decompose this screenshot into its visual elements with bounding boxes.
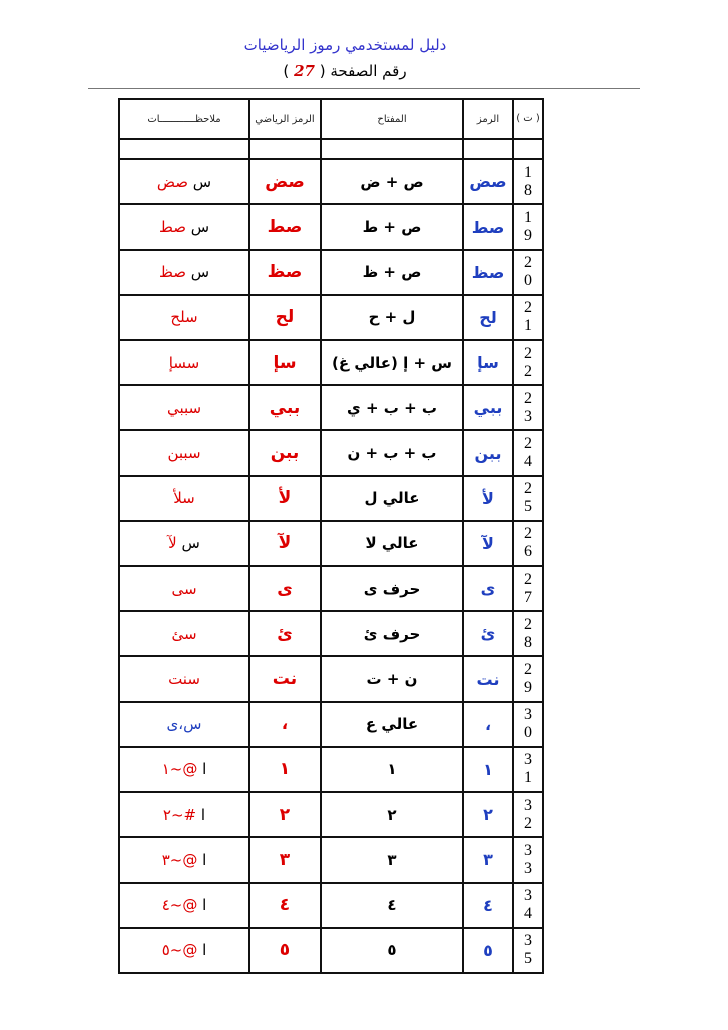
symbol-cell: ئ [463,611,513,656]
number-digit-2: 5 [524,950,532,968]
key-cell: ٢ [321,792,463,837]
table-row [119,566,543,611]
number-cell [513,566,543,611]
symbols-table [118,98,544,974]
symbol-cell: لأ [463,476,513,521]
notes-text: لآ [168,534,177,553]
symbol-cell: نت [463,656,513,701]
number-digit-2: 3 [524,407,532,425]
number-digit-2: 1 [524,317,532,335]
number-digit-1: 2 [524,525,532,543]
table-row [119,747,543,792]
number-cell [513,159,543,204]
number-cell [513,702,543,747]
notes-cell [119,566,249,611]
notes-text: سببي [166,398,202,417]
number-digit-2: 8 [524,633,532,651]
math-symbol-cell: ، [249,702,321,747]
symbol-cell: ببي [463,385,513,430]
number-digit-2: 8 [524,181,532,199]
notes-cell [119,837,249,882]
number-cell [513,611,543,656]
number-cell [513,295,543,340]
symbol-cell: ى [463,566,513,611]
symbol-cell: ببن [463,430,513,475]
header-notes: ملاحظــــــــــــات [119,99,249,139]
number-cell [513,747,543,792]
math-symbol-cell: سإ [249,340,321,385]
symbol-cell: ٥ [463,928,513,973]
number-cell [513,204,543,249]
symbol-cell: ٢ [463,792,513,837]
notes-cell [119,702,249,747]
notes-blue-text: س،ى [166,715,202,734]
number-digit-1: 2 [524,344,532,362]
notes-cell [119,883,249,928]
header-math-symbol: الرمز الرياضي [249,99,321,139]
number-cell [513,883,543,928]
table-row [119,204,543,249]
table-spacer-row [119,139,543,159]
key-cell: عالي ع [321,702,463,747]
notes-text: سلأ [173,489,195,508]
notes-cell [119,385,249,430]
notes-cell [119,430,249,475]
math-symbol-cell: ٤ [249,883,321,928]
notes-text: سلح [170,308,198,327]
table-row [119,521,543,566]
symbol-cell: سإ [463,340,513,385]
number-cell [513,340,543,385]
header-number: ( ت ) [513,99,543,139]
notes-cell [119,476,249,521]
notes-text: سى [171,579,197,598]
notes-prefix: س [188,172,212,191]
table-row [119,883,543,928]
table-row [119,702,543,747]
key-cell: ص + ظ [321,250,463,295]
notes-text: سببن [167,444,201,463]
table-header-row [119,99,543,139]
number-digit-1: 3 [524,751,532,769]
number-digit-2: 2 [524,362,532,380]
math-symbol-cell: ١ [249,747,321,792]
symbol-cell: ، [463,702,513,747]
number-cell [513,521,543,566]
notes-cell [119,204,249,249]
table-row [119,656,543,701]
number-digit-1: 2 [524,615,532,633]
table-row [119,340,543,385]
page-label: رقم الصفحة ( [319,62,407,80]
notes-text: صظ [158,263,186,282]
notes-cell [119,159,249,204]
notes-cell [119,747,249,792]
table-row [119,385,543,430]
number-digit-1: 3 [524,841,532,859]
number-cell [513,250,543,295]
notes-cell [119,792,249,837]
number-digit-1: 3 [524,706,532,724]
number-digit-2: 4 [524,905,532,923]
number-cell [513,837,543,882]
notes-text: سئ [171,624,197,643]
notes-prefix: ا [197,896,207,915]
page-close: ) [283,62,290,80]
symbol-cell: صظ [463,250,513,295]
number-digit-2: 4 [524,453,532,471]
math-symbol-cell: ببن [249,430,321,475]
number-cell [513,430,543,475]
notes-prefix: ا [196,805,206,824]
table-row [119,430,543,475]
symbol-cell: ١ [463,747,513,792]
notes-text: @~٤ [161,896,198,915]
notes-text: @~١ [161,760,198,779]
number-digit-1: 2 [524,389,532,407]
number-digit-2: 0 [524,724,532,742]
math-symbol-cell: لح [249,295,321,340]
page-number-line [0,62,690,80]
number-digit-2: 6 [524,543,532,561]
number-digit-1: 3 [524,932,532,950]
number-cell [513,656,543,701]
notes-prefix: ا [197,850,207,869]
number-digit-1: 3 [524,887,532,905]
table-row [119,611,543,656]
key-cell: ١ [321,747,463,792]
math-symbol-cell: ٢ [249,792,321,837]
number-digit-2: 3 [524,859,532,877]
document-title: دليل لمستخدمي رموز الرياضيات [243,36,447,54]
math-symbol-cell: ى [249,566,321,611]
number-digit-1: 3 [524,796,532,814]
number-cell [513,385,543,430]
number-digit-2: 5 [524,498,532,516]
key-cell: ب + ب + ي [321,385,463,430]
notes-cell [119,611,249,656]
key-cell: ٤ [321,883,463,928]
table-row [119,159,543,204]
notes-text: سسإ [168,353,200,372]
notes-prefix: س [176,534,200,553]
number-digit-2: 0 [524,272,532,290]
table-row [119,476,543,521]
number-cell [513,476,543,521]
header-key: المفتاح [321,99,463,139]
table-row [119,250,543,295]
notes-prefix: ا [197,941,207,960]
symbol-cell: صض [463,159,513,204]
header-rule [88,88,640,89]
notes-cell [119,340,249,385]
key-cell: ٥ [321,928,463,973]
math-symbol-cell: ببي [249,385,321,430]
math-symbol-cell: ٣ [249,837,321,882]
number-digit-1: 2 [524,435,532,453]
key-cell: عالي لا [321,521,463,566]
math-symbol-cell: ٥ [249,928,321,973]
math-symbol-cell: صظ [249,250,321,295]
notes-text: @~٣ [161,850,198,869]
number-digit-1: 1 [524,209,532,227]
symbol-cell: لآ [463,521,513,566]
notes-cell [119,656,249,701]
math-symbol-cell: نت [249,656,321,701]
key-cell: حرف ى [321,566,463,611]
symbol-cell: صط [463,204,513,249]
notes-cell [119,295,249,340]
table-row [119,295,543,340]
notes-prefix: س [185,263,210,282]
key-cell: حرف ئ [321,611,463,656]
number-digit-2: 9 [524,679,532,697]
notes-cell [119,250,249,295]
number-cell [513,792,543,837]
symbol-cell: ٤ [463,883,513,928]
math-symbol-cell: صط [249,204,321,249]
math-symbol-cell: لآ [249,521,321,566]
key-cell: ص + ض [321,159,463,204]
table-row [119,837,543,882]
notes-text: صط [158,218,186,237]
number-digit-1: 2 [524,299,532,317]
math-symbol-cell: صض [249,159,321,204]
number-digit-1: 1 [524,163,532,181]
number-digit-1: 2 [524,480,532,498]
notes-prefix: س [185,218,210,237]
notes-cell [119,928,249,973]
symbol-cell: ٣ [463,837,513,882]
math-symbol-cell: ئ [249,611,321,656]
notes-text: @~٥ [161,941,198,960]
table-row [119,928,543,973]
number-digit-1: 2 [524,254,532,272]
math-symbol-cell: لأ [249,476,321,521]
key-cell: ٣ [321,837,463,882]
number-digit-2: 1 [524,769,532,787]
key-cell: ب + ب + ن [321,430,463,475]
notes-text: سنت [168,670,200,689]
key-cell: س + إ (عالي غ) [321,340,463,385]
notes-prefix: ا [197,760,207,779]
number-cell [513,928,543,973]
number-digit-2: 2 [524,814,532,832]
notes-cell [119,521,249,566]
number-digit-2: 7 [524,588,532,606]
key-cell: ص + ط [321,204,463,249]
page-number: 27 [294,62,315,80]
key-cell: ل + ح [321,295,463,340]
notes-text: صض [156,172,189,191]
number-digit-2: 9 [524,227,532,245]
number-digit-1: 2 [524,661,532,679]
number-digit-1: 2 [524,570,532,588]
table-row [119,792,543,837]
notes-text: #~٢ [162,805,197,824]
key-cell: عالي ل [321,476,463,521]
header-symbol: الرمز [463,99,513,139]
symbol-cell: لح [463,295,513,340]
key-cell: ن + ت [321,656,463,701]
